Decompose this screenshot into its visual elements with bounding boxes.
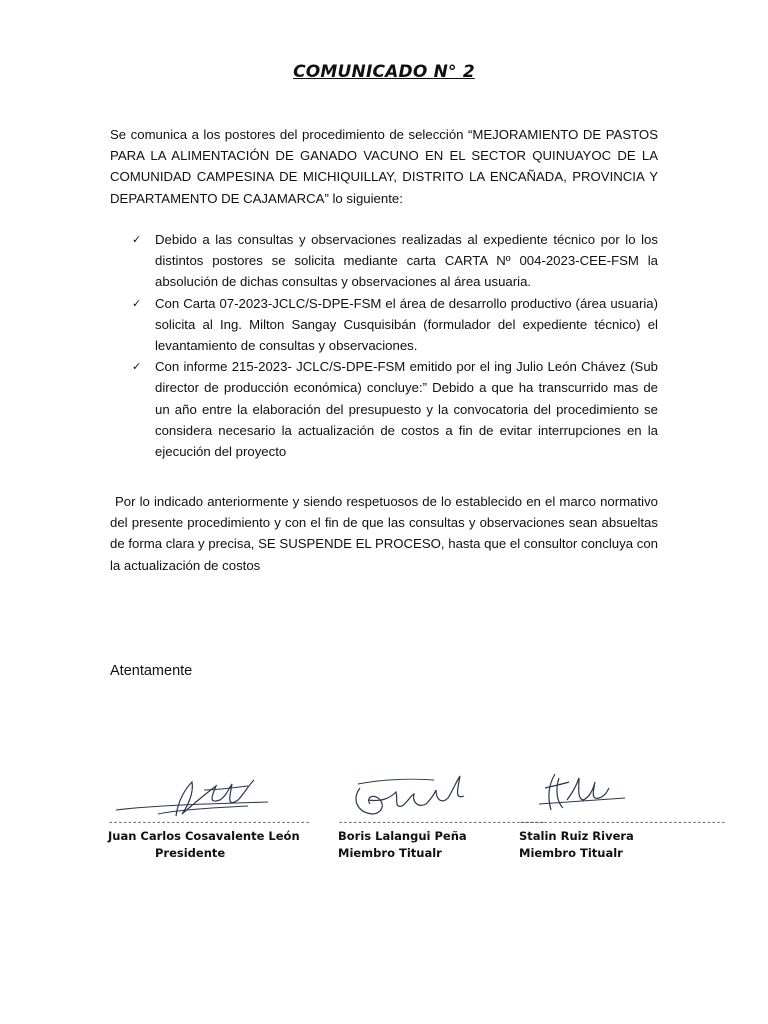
list-item bbox=[110, 356, 658, 462]
handwritten-signature-3 bbox=[519, 770, 659, 818]
bullet-list bbox=[110, 229, 658, 462]
signer-role: Miembro Titualr bbox=[519, 846, 623, 860]
signer-name: Stalin Ruiz Rivera bbox=[519, 829, 634, 843]
signer-name: Boris Lalangui Peña bbox=[338, 829, 467, 843]
list-item-text: Con informe 215-2023- JCLC/S-DPE-FSM emitido por el ing Julio León Chávez (Sub director de producción económica) concluye:” Debido a que ha transcurrido mas de un año entre la elaboración del presupuesto y la convocatoria del procedimiento se considera necesario la actualización de costos a fin de evitar interrupciones en la ejecución del proyecto bbox=[155, 359, 658, 460]
checkmark-icon: ✓ bbox=[132, 233, 142, 246]
list-item bbox=[110, 229, 658, 293]
handwritten-signature-1 bbox=[108, 770, 288, 818]
list-item-text: Debido a las consultas y observaciones realizadas al expediente técnico por lo los distintos postores se solicita mediante carta CARTA Nº 004-2023-CEE-FSM la absolución de dichas consultas y observaciones al área usuaria. bbox=[155, 232, 658, 290]
signer-name: Juan Carlos Cosavalente León bbox=[108, 829, 300, 843]
signer-role: Presidente bbox=[155, 846, 226, 860]
signature-block-president bbox=[108, 770, 310, 862]
handwritten-signature-2 bbox=[338, 770, 488, 818]
checkmark-icon: ✓ bbox=[132, 360, 142, 374]
list-item bbox=[110, 293, 658, 357]
intro-paragraph: Se comunica a los postores del procedimiento de selección “MEJORAMIENTO DE PASTOS PARA LA ALIMENTACIÓN DE GANADO VACUNO EN EL SECTOR QUINUAYOC DE LA COMUNIDAD CAMPESINA DE MICHIQUILLAY, DISTRITO LA ENCAÑADA, PROVINCIA Y DEPARTAMENTO DE CAJAMARCA” lo siguiente: bbox=[110, 127, 658, 206]
document-title: COMUNICADO N° 2 bbox=[293, 62, 475, 82]
signature-line: ------------------------------------------- bbox=[519, 818, 726, 828]
signature-line: ------------------------------------------- bbox=[338, 818, 545, 828]
list-item-text: Con Carta 07-2023-JCLC/S-DPE-FSM el área de desarrollo productivo (área usuaria) solicita al Ing. Milton Sangay Cusquisibán (formulador del expediente técnico) el levantamiento de consultas y observaciones. bbox=[155, 295, 658, 354]
signature-block-member-1 bbox=[338, 770, 544, 862]
signature-block-member-2 bbox=[519, 770, 725, 862]
regards-text: Atentamente bbox=[110, 663, 193, 679]
signature-line: ------------------------------------------ bbox=[108, 818, 310, 828]
checkmark-icon: ✓ bbox=[132, 296, 142, 310]
closing-paragraph: Por lo indicado anteriormente y siendo respetuosos de lo establecido en el marco normativo del presente procedimiento y con el fin de que las consultas y observaciones sean absueltas de forma clara y precisa, SE SUSPENDE EL PROCESO, hasta que el consultor concluya con la actualización de costos bbox=[110, 494, 658, 573]
signer-role: Miembro Titualr bbox=[338, 846, 442, 860]
